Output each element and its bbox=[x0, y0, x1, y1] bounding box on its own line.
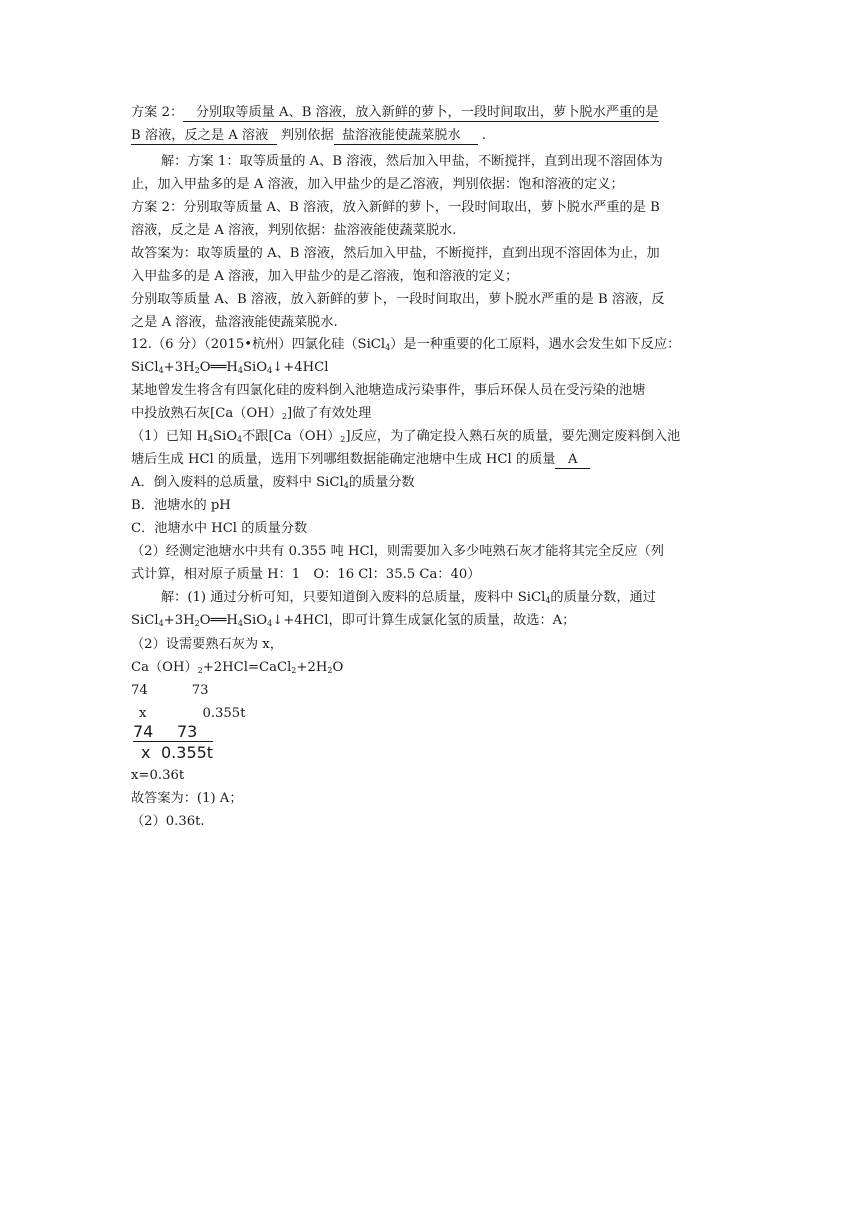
sol12-sub: 4 bbox=[545, 596, 551, 605]
scheme2-answer-part2 bbox=[131, 128, 277, 145]
solution-line2: 止，加入甲盐多的是 A 溶液，加入甲盐少的是乙溶液，判别依据：饱和溶液的定义； bbox=[131, 177, 624, 192]
sol12-eq: SiO bbox=[243, 613, 268, 628]
eq-part: SiCl bbox=[131, 360, 159, 375]
basis-label: 判别依据 bbox=[280, 128, 334, 143]
sol12-eq-sub: 4 bbox=[237, 619, 243, 628]
unknown-row bbox=[131, 705, 246, 723]
q12-line3: 某地曾发生将含有四氯化硅的废料倒入池塘造成污染事件，事后环保人员在受污染的池塘 bbox=[131, 383, 646, 398]
sol12-eq: SiCl bbox=[131, 613, 159, 628]
solution-line1: 解：方案 1：取等质量的 A、B 溶液，然后加入甲盐，不断搅拌，直到出现不溶固体为 bbox=[161, 154, 663, 169]
q12-line4 bbox=[131, 405, 371, 423]
sol12-c: 的质量分数，通过 bbox=[550, 590, 656, 605]
result-line: x=0.36t bbox=[131, 768, 185, 783]
reaction-sub: 2 bbox=[291, 666, 297, 675]
fraction-denominator-right: 0.355t bbox=[161, 743, 214, 762]
scheme2-answer-part1 bbox=[183, 105, 658, 122]
q12-text-c: ）是一种重要的化工原料，遇水会发生如下反应： bbox=[390, 337, 681, 352]
sol12-eq-sub: 4 bbox=[267, 619, 273, 628]
reaction-sub: 2 bbox=[327, 666, 333, 675]
eq-part: ↓+4HCl bbox=[272, 360, 329, 375]
solution-line4: 溶液，反之是 A 溶液，判别依据：盐溶液能使蔬菜脱水. bbox=[131, 223, 457, 238]
q12-equation bbox=[131, 359, 328, 377]
scheme2-answer-text1: 分别取等质量 A、B 溶液，放入新鲜的萝卜，一段时间取出，萝卜脱水严重的是 bbox=[195, 105, 659, 120]
q12-title bbox=[131, 336, 680, 354]
sol12-eq-sub: 2 bbox=[194, 619, 200, 628]
option-a-sub: 4 bbox=[343, 481, 349, 490]
part1-line1 bbox=[131, 428, 680, 446]
part1-answer bbox=[555, 452, 590, 469]
reaction-part: Ca（OH） bbox=[131, 660, 198, 675]
part1-answer-text: A bbox=[568, 452, 578, 467]
eq-sub: 4 bbox=[267, 366, 273, 375]
answer-line1: 故答案为：取等质量的 A、B 溶液，然后加入甲盐，不断搅拌，直到出现不溶固体为止，加 bbox=[131, 246, 660, 261]
q12-text-a: 12.（6 分）（2015•杭州）四氯化硅（SiCl bbox=[131, 337, 386, 352]
reaction-part: +2HCl=CaCl bbox=[202, 660, 292, 675]
eq-part: +3H bbox=[163, 360, 195, 375]
eq-sub: 2 bbox=[194, 366, 200, 375]
eq-sub: 4 bbox=[158, 366, 164, 375]
basis-answer-text: 盐溶液能使蔬菜脱水 bbox=[342, 128, 461, 143]
option-c: C．池塘水中 HCl 的质量分数 bbox=[131, 521, 308, 536]
reaction-sub: 2 bbox=[197, 666, 203, 675]
sol12-a: 解：(1) 通过分析可知，只要知道倒入废料的总质量，废料中 SiCl bbox=[161, 590, 546, 605]
scheme2-line2 bbox=[131, 127, 486, 145]
q12-line4-sub: 2 bbox=[281, 412, 288, 421]
mass-73: 73 bbox=[191, 683, 209, 698]
unknown-x: x bbox=[139, 706, 147, 721]
p1-line2-text: 塘后生成 HCl 的质量，选用下列哪组数据能确定池塘中生成 HCl 的质量 bbox=[131, 452, 556, 467]
sol12-line1 bbox=[161, 589, 656, 607]
option-a bbox=[131, 474, 415, 492]
eq-sub: 4 bbox=[237, 366, 243, 375]
q12-sub: 4 bbox=[385, 343, 391, 352]
p1-sub: 2 bbox=[340, 435, 346, 444]
part1-line2 bbox=[131, 451, 590, 469]
p1-e: 不跟[Ca（OH） bbox=[242, 429, 341, 444]
sol12-eq: O══H bbox=[199, 613, 238, 628]
scheme2-line1 bbox=[131, 104, 659, 122]
reaction-part: O bbox=[332, 660, 344, 675]
q12-line4-c: ]做了有效处理 bbox=[287, 406, 372, 421]
option-a-end: 的质量分数 bbox=[348, 475, 415, 490]
option-a-text: A．倒入废料的总质量，废料中 SiCl bbox=[131, 475, 344, 490]
scheme2-end: . bbox=[481, 128, 486, 143]
mass-74: 74 bbox=[131, 683, 148, 698]
p1-sub: 4 bbox=[207, 435, 213, 444]
sol12-eq-sub: 4 bbox=[158, 619, 164, 628]
option-b: B．池塘水的 pH bbox=[131, 498, 231, 513]
part2-line1: （2）经测定池塘水中共有 0.355 吨 HCl，则需要加入多少吨熟石灰才能将其完全反应（列 bbox=[131, 544, 664, 559]
answer-line4: 之是 A 溶液，盐溶液能使蔬菜脱水. bbox=[131, 315, 338, 330]
answer-line2: 入甲盐多的是 A 溶液，加入甲盐少的是乙溶液，饱和溶液的定义； bbox=[131, 269, 519, 284]
fraction-numerator-right: 73 bbox=[177, 722, 198, 741]
fraction-bar bbox=[133, 741, 213, 742]
basis-answer bbox=[334, 128, 478, 145]
fraction-numerator-left: 74 bbox=[133, 722, 154, 741]
sol12-eq: +3H bbox=[163, 613, 195, 628]
sol12-eq: ↓+4HCl，即可计算生成氯化氢的质量，故选：A； bbox=[272, 613, 576, 628]
part2-line2: 式计算，相对原子质量 H：1 O：16 Cl：35.5 Ca：40） bbox=[131, 567, 481, 582]
eq-part: SiO bbox=[243, 360, 268, 375]
sol12-line3: （2）设需要熟石灰为 x， bbox=[131, 637, 283, 652]
eq-part: O══H bbox=[199, 360, 238, 375]
sol12-line2 bbox=[131, 612, 575, 630]
p1-a: （1）已知 H bbox=[131, 429, 208, 444]
scheme2-answer-text2: B 溶液，反之是 A 溶液 bbox=[131, 128, 269, 143]
scheme2-prefix: 方案 2： bbox=[131, 105, 184, 120]
answer-line3: 分别取等质量 A、B 溶液，放入新鲜的萝卜，一段时间取出，萝卜脱水严重的是 B 溶液，反 bbox=[131, 292, 665, 307]
p1-g: ]反应，为了确定投入熟石灰的质量，要先测定废料倒入池 bbox=[345, 429, 681, 444]
mass-ratio-row bbox=[131, 682, 209, 700]
reaction-part: +2H bbox=[296, 660, 328, 675]
p1-c: SiO bbox=[212, 429, 238, 444]
sol12-reaction bbox=[131, 659, 343, 677]
q12-line4-a: 中投放熟石灰[Ca（OH） bbox=[131, 406, 282, 421]
hcl-mass: 0.355t bbox=[202, 706, 246, 721]
p1-sub: 4 bbox=[237, 435, 243, 444]
solution-line3: 方案 2：分别取等质量 A、B 溶液，放入新鲜的萝卜，一段时间取出，萝卜脱水严重的是 B bbox=[131, 200, 660, 215]
fraction-denominator-left: x bbox=[141, 743, 151, 762]
final-answer-2: （2）0.36t. bbox=[131, 814, 205, 829]
final-answer-1: 故答案为：(1) A； bbox=[131, 791, 243, 806]
